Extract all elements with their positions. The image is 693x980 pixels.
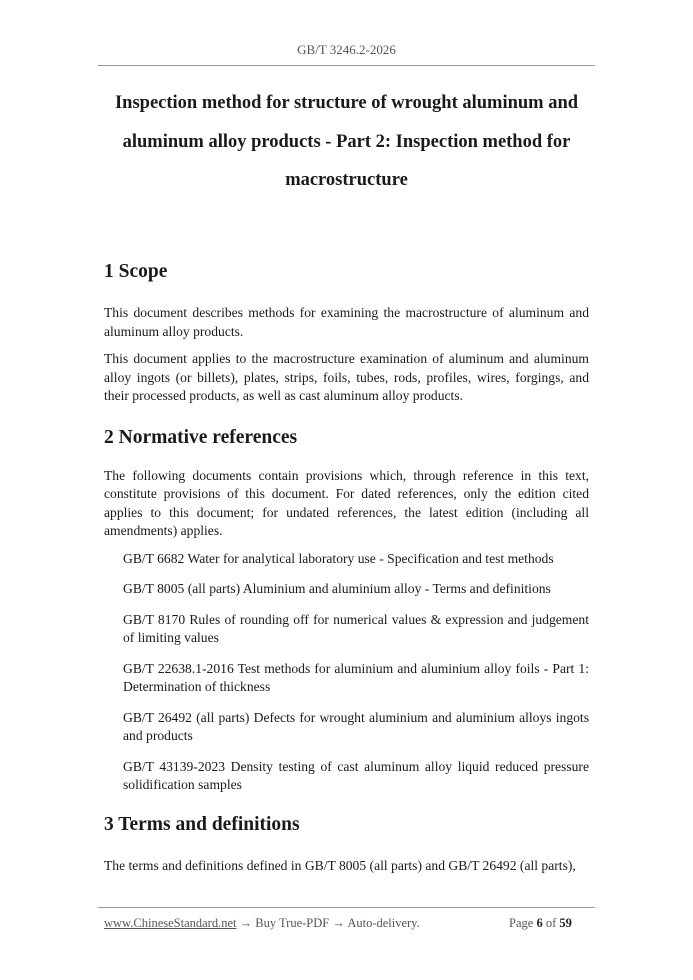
- page-label: Page: [509, 916, 534, 930]
- page-number: [509, 916, 572, 931]
- reference-item: GB/T 8005 (all parts) Aluminium and aluminium alloy - Terms and definitions: [123, 581, 551, 596]
- document-body: [104, 258, 589, 875]
- footer-divider: [98, 907, 595, 908]
- title-line-2: aluminum alloy products - Part 2: Inspection method for: [122, 131, 571, 152]
- reference-item: GB/T 43139-2023 Density testing of cast aluminum alloy liquid reduced pressure solidification samples: [123, 758, 589, 792]
- title-line-1: Inspection method for structure of wrought aluminum and: [114, 93, 579, 113]
- arrow-icon: →: [332, 916, 345, 930]
- reference-item: GB/T 26492 (all parts) Defects for wrought aluminium and aluminium alloys ingots and products: [123, 709, 589, 743]
- auto-delivery-text: Auto-delivery.: [347, 916, 420, 930]
- reference-item: GB/T 8170 Rules of rounding off for numerical values & expression and judgement of limiting values: [123, 611, 589, 645]
- header-divider: [98, 65, 595, 66]
- page-header: GB/T 3246.2-2026: [297, 42, 396, 57]
- reference-item: GB/T 22638.1-2016 Test methods for aluminium and aluminium alloy foils - Part 1: Determination of thickness: [123, 660, 589, 694]
- site-link[interactable]: www.ChineseStandard.net: [104, 916, 237, 930]
- arrow-icon: →: [239, 916, 253, 930]
- normative-intro: The following documents contain provisions which, through reference in this text, constitute provisions of this document. For dated references, only the edition cited applies to this document; for undated references, the latest edition (including all amendments) applies.: [104, 467, 589, 538]
- of-label: of: [545, 916, 557, 930]
- title-line-3: macrostructure: [285, 170, 408, 190]
- scope-paragraph-1: This document describes methods for examining the macrostructure of aluminum and aluminum alloy products.: [104, 305, 589, 339]
- footer-links: [104, 916, 420, 931]
- total-pages: 59: [559, 916, 572, 930]
- buy-pdf-link[interactable]: Buy True-PDF: [255, 916, 330, 930]
- current-page: 6: [536, 916, 543, 930]
- terms-intro: The terms and definitions defined in GB/T 8005 (all parts) and GB/T 26492 (all parts),: [104, 857, 576, 873]
- section-heading-scope: 1 Scope: [104, 261, 168, 282]
- section-heading-normative-references: 2 Normative references: [104, 426, 298, 448]
- scope-paragraph-2: This document applies to the macrostructure examination of aluminum and aluminum alloy ingots (or billets), plates, strips, foils, tubes, rods, profiles, wires, forgings, and their processed products, as well as cast aluminum alloy products.: [104, 351, 589, 403]
- section-heading-terms-definitions: 3 Terms and definitions: [104, 813, 300, 835]
- reference-item: GB/T 6682 Water for analytical laboratory use - Specification and test methods: [123, 550, 554, 566]
- document-title: [100, 84, 593, 200]
